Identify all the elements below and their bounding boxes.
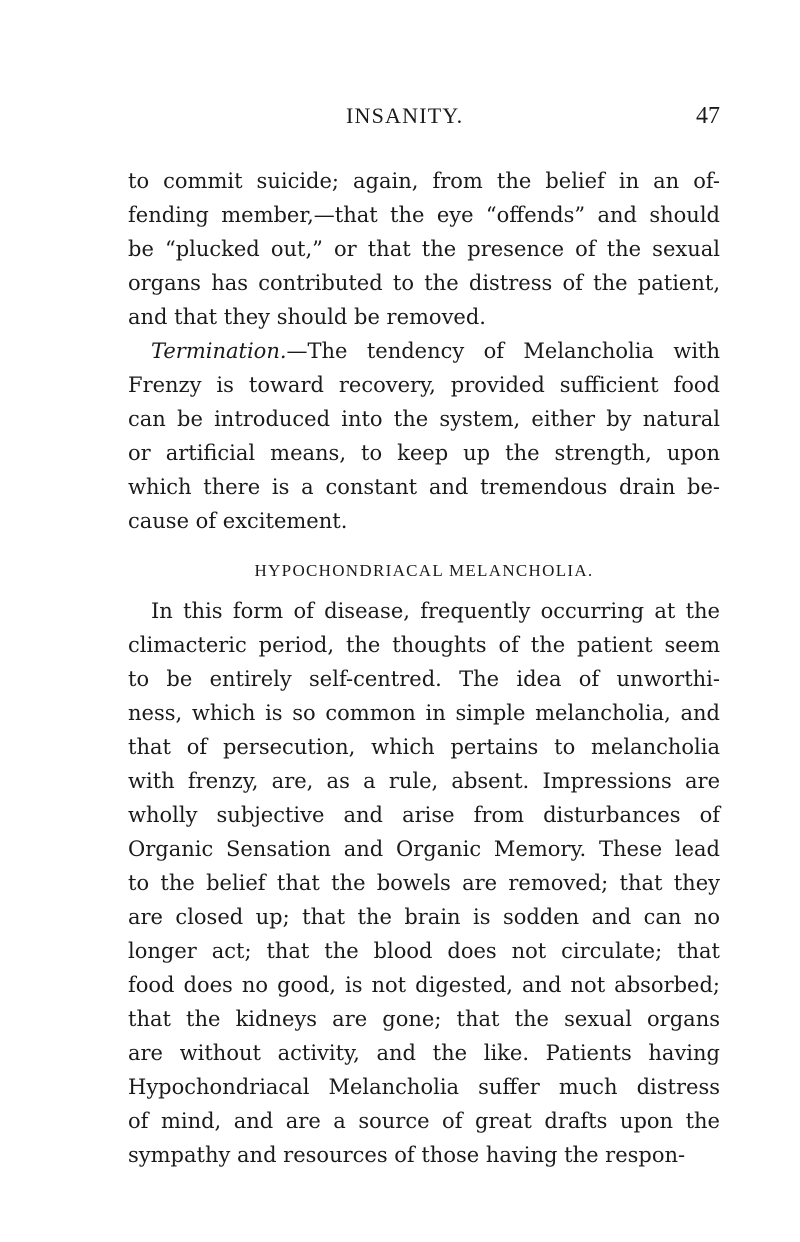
text-line: fending member,—that the eye “offends” and should	[128, 203, 720, 227]
text-line: climacteric period, the thoughts of the patient seem	[128, 633, 720, 657]
text-line: to be entirely self-centred. The idea of unworthi-	[128, 667, 720, 691]
text-line: to the belief that the bowels are removed; that they	[128, 871, 720, 895]
text-line: wholly subjective and arise from disturbances of	[128, 803, 720, 827]
termination-lead-italic: Termination.	[151, 339, 287, 363]
text-line: be “plucked out,” or that the presence of the sexual	[128, 237, 720, 261]
text-line: ness, which is so common in simple melancholia, and	[128, 701, 720, 725]
text-line: can be introduced into the system, either by natural	[128, 407, 720, 431]
paragraph-hypochondriacal	[128, 594, 720, 1172]
text-line: sympathy and resources of those having the respon-	[128, 1143, 686, 1167]
text-line: longer act; that the blood does not circulate; that	[128, 939, 720, 963]
text-line: of mind, and are a source of great drafts upon the	[128, 1109, 720, 1133]
text-line: food does no good, is not digested, and not absorbed;	[128, 973, 720, 997]
text-line: Hypochondriacal Melancholia suffer much distress	[128, 1075, 720, 1099]
text-line: to commit suicide; again, from the belief in an of-	[128, 169, 720, 193]
text-line: that the kidneys are gone; that the sexual organs	[128, 1007, 720, 1031]
paragraph-termination	[128, 334, 720, 538]
text-line: with frenzy, are, as a rule, absent. Impressions are	[128, 769, 720, 793]
text-line: Frenzy is toward recovery, provided sufficient food	[128, 373, 720, 397]
page-number: 47	[696, 103, 720, 129]
section-heading: HYPOCHONDRIACAL MELANCHOLIA.	[254, 561, 594, 580]
text-line: are without activity, and the like. Patients having	[128, 1041, 720, 1065]
running-head	[128, 96, 720, 136]
termination-lead-rest: —The tendency of Melancholia with	[286, 339, 720, 363]
text-line: are closed up; that the brain is sodden and can no	[128, 905, 720, 929]
text-line: cause of excitement.	[128, 509, 348, 533]
body-text	[128, 164, 720, 1172]
text-line: Organic Sensation and Organic Memory. These lead	[128, 837, 720, 861]
text-line: and that they should be removed.	[128, 305, 486, 329]
text-line: which there is a constant and tremendous drain be-	[128, 475, 720, 499]
text-line: or artificial means, to keep up the strength, upon	[128, 441, 720, 465]
text-line: that of persecution, which pertains to melancholia	[128, 735, 720, 759]
text-line: organs has contributed to the distress of the patient,	[128, 271, 720, 295]
running-title: INSANITY.	[346, 103, 464, 128]
paragraph-suicide-continued	[128, 164, 720, 334]
text-line	[128, 334, 720, 368]
text-line: In this form of disease, frequently occurring at the	[151, 599, 720, 623]
